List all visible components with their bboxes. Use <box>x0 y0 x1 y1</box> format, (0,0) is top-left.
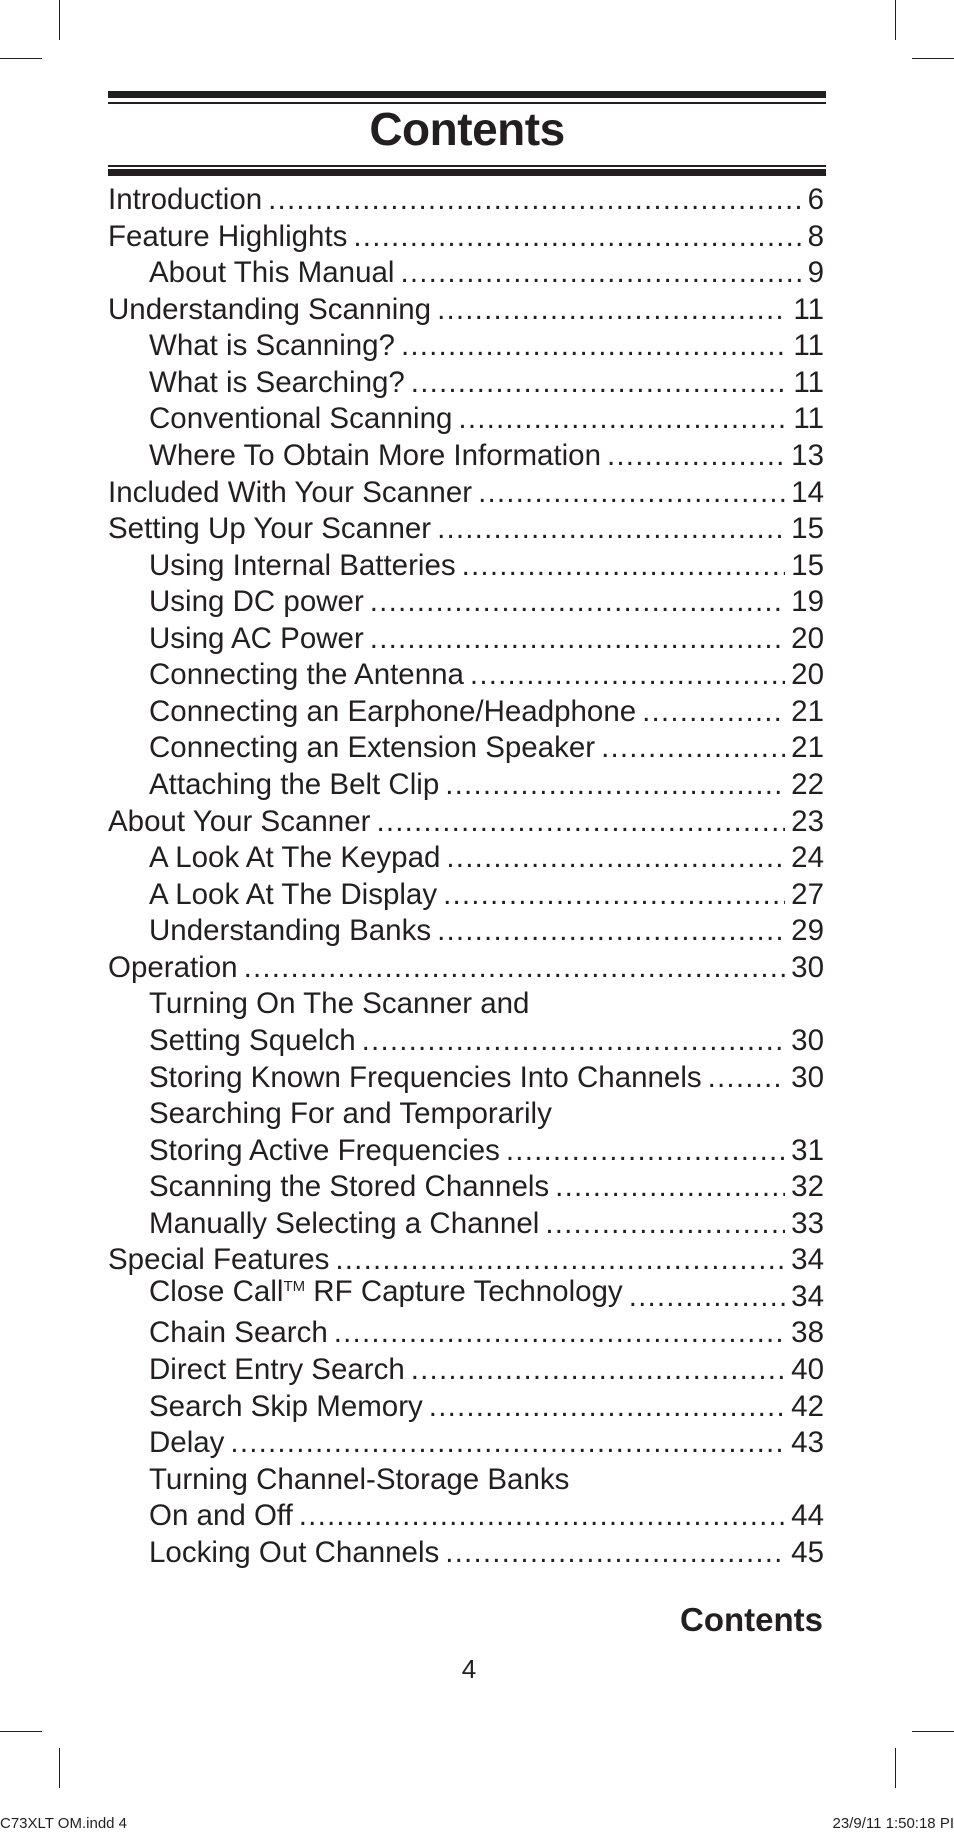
toc-entry-label: Conventional Scanning <box>149 402 453 436</box>
toc-page-number: 29 <box>791 914 824 948</box>
toc-entry-label: Storing Active Frequencies <box>149 1133 500 1167</box>
toc-subentry[interactable] <box>108 1274 824 1316</box>
toc-page-number: 20 <box>791 621 824 655</box>
footer-heading: Contents <box>680 1601 823 1638</box>
toc-subentry[interactable] <box>108 694 824 731</box>
toc-page-number: 24 <box>791 841 824 875</box>
toc-subentry[interactable] <box>108 584 824 621</box>
toc-subentry[interactable] <box>108 1462 824 1499</box>
toc-entry-label: Storing Known Frequencies Into Channels <box>149 1060 702 1094</box>
toc-subentry[interactable] <box>108 328 824 365</box>
toc-page-number: 30 <box>791 1060 824 1094</box>
toc-entry[interactable] <box>108 950 824 987</box>
toc-entry-label: Delay <box>149 1426 225 1460</box>
toc-dot-leader <box>458 401 787 438</box>
toc-entry-label: Understanding Scanning <box>108 292 432 326</box>
toc-dot-leader <box>268 182 801 219</box>
toc-entry-label: Connecting an Earphone/Headphone <box>149 694 637 728</box>
toc-subentry[interactable] <box>108 1352 824 1389</box>
toc-page-number: 9 <box>807 256 824 290</box>
toc-page-number: 44 <box>791 1499 824 1533</box>
toc-subentry[interactable] <box>108 1389 824 1426</box>
toc-subentry[interactable] <box>108 548 824 585</box>
toc-entry-label: Search Skip Memory <box>149 1389 423 1423</box>
toc-page-number: 23 <box>791 804 824 838</box>
toc-entry-label: Included With Your Scanner <box>108 475 473 509</box>
toc-dot-leader <box>376 804 785 841</box>
toc-dot-leader <box>370 584 785 621</box>
toc-dot-leader <box>411 1352 785 1389</box>
toc-subentry[interactable] <box>108 255 824 292</box>
toc-page-number: 13 <box>791 438 824 472</box>
toc-page-number: 11 <box>793 329 824 363</box>
toc-page-number: 30 <box>791 1023 824 1057</box>
toc-entry-label: Searching For and Temporarily <box>149 1097 552 1131</box>
toc-subentry[interactable] <box>108 730 824 767</box>
toc-entry-label: Special Features <box>108 1243 330 1277</box>
title-rule-bottom-thick <box>108 169 826 176</box>
toc-dot-leader <box>401 328 787 365</box>
toc-entry[interactable] <box>108 511 824 548</box>
toc-entry-label: A Look At The Display <box>149 877 438 911</box>
toc-page-number: 8 <box>807 219 824 253</box>
toc-dot-leader <box>446 840 785 877</box>
toc-subentry[interactable] <box>108 401 824 438</box>
toc-subentry[interactable] <box>108 986 824 1023</box>
toc-page-number: 30 <box>791 950 824 984</box>
toc-subentry[interactable] <box>108 840 824 877</box>
toc-dot-leader <box>362 1023 786 1060</box>
toc-dot-leader <box>411 365 788 402</box>
crop-mark-top-right-vertical <box>895 0 896 40</box>
toc-entry-label: A Look At The Keypad <box>149 841 441 875</box>
toc-page-number: 15 <box>791 512 824 546</box>
toc-subentry[interactable] <box>108 438 824 475</box>
toc-dot-leader <box>437 913 785 950</box>
toc-page-number: 34 <box>791 1243 824 1277</box>
toc-entry-label: Manually Selecting a Channel <box>149 1206 540 1240</box>
toc-entry-label: About Your Scanner <box>108 804 371 838</box>
toc-entry-label: Connecting an Extension Speaker <box>149 731 596 765</box>
toc-entry[interactable] <box>108 182 824 219</box>
toc-entry-label: Turning On The Scanner and <box>149 987 530 1021</box>
toc-entry-label: Setting Up Your Scanner <box>108 512 432 546</box>
table-of-contents <box>108 182 824 1571</box>
toc-dot-leader <box>462 548 786 585</box>
toc-page-number: 21 <box>791 694 824 728</box>
toc-page-number: 31 <box>791 1133 824 1167</box>
toc-dot-leader <box>437 511 785 548</box>
trademark-mark: TM <box>283 1277 306 1295</box>
toc-page-number: 32 <box>791 1170 824 1204</box>
toc-entry-label: Attaching the Belt Clip <box>149 768 440 801</box>
toc-entry-label: Where To Obtain More Information <box>149 438 601 472</box>
toc-subentry[interactable] <box>108 657 824 694</box>
toc-entry[interactable] <box>108 219 824 256</box>
toc-page-number: 11 <box>793 292 824 326</box>
toc-subentry[interactable] <box>108 1133 824 1170</box>
toc-subentry[interactable] <box>108 1096 824 1133</box>
toc-dot-leader <box>299 1498 785 1535</box>
toc-dot-leader <box>478 475 785 512</box>
crop-mark-top-left-horizontal <box>0 58 42 59</box>
toc-entry-label: On and Off <box>149 1499 293 1533</box>
toc-entry-label: Turning Channel-Storage Banks <box>149 1462 570 1496</box>
crop-mark-bottom-right-horizontal <box>912 1731 954 1732</box>
toc-dot-leader <box>370 621 785 658</box>
crop-mark-bottom-left-horizontal <box>0 1731 42 1732</box>
toc-dot-leader <box>445 767 785 804</box>
toc-subentry[interactable] <box>108 621 824 658</box>
toc-dot-leader <box>555 1169 785 1206</box>
toc-dot-leader <box>545 1206 785 1243</box>
toc-entry-label: Introduction <box>108 183 263 216</box>
toc-page-number: 38 <box>791 1316 824 1350</box>
toc-entry-label: Setting Squelch <box>149 1023 356 1057</box>
toc-dot-leader <box>470 657 785 694</box>
crop-mark-bottom-right-vertical <box>895 1748 896 1788</box>
toc-subentry[interactable] <box>108 1535 824 1572</box>
toc-subentry[interactable] <box>108 1060 824 1097</box>
toc-subentry[interactable] <box>108 767 824 804</box>
toc-page-number: 20 <box>791 658 824 692</box>
toc-dot-leader <box>244 950 786 987</box>
toc-page-number: 11 <box>793 365 824 399</box>
toc-entry-label: Using Internal Batteries <box>149 548 456 582</box>
toc-page-number: 33 <box>791 1206 824 1240</box>
toc-entry[interactable] <box>108 475 824 512</box>
toc-subentry[interactable] <box>108 1425 824 1462</box>
crop-mark-bottom-left-vertical <box>59 1748 60 1788</box>
page-title: Contents <box>369 103 565 155</box>
toc-page-number: 15 <box>791 548 824 582</box>
toc-page-number: 42 <box>791 1389 824 1423</box>
toc-subentry[interactable] <box>108 877 824 914</box>
toc-page-number: 45 <box>791 1535 824 1569</box>
toc-page-number: 6 <box>807 183 824 216</box>
toc-page-number: 14 <box>791 475 824 509</box>
toc-entry-label: Using DC power <box>149 585 364 619</box>
toc-dot-leader <box>443 877 785 914</box>
toc-page-number: 27 <box>791 877 824 911</box>
toc-dot-leader <box>334 1315 785 1352</box>
toc-entry-label: Scanning the Stored Channels <box>149 1170 550 1204</box>
toc-entry-label: Direct Entry Search <box>149 1353 405 1386</box>
toc-subentry[interactable] <box>108 913 824 950</box>
slug-date-info: 23/9/11 1:50:18 PI <box>832 1815 954 1832</box>
toc-dot-leader <box>601 730 785 767</box>
toc-dot-leader <box>629 1279 785 1316</box>
toc-entry-label: Locking Out Channels <box>149 1535 440 1569</box>
toc-dot-leader <box>353 219 801 256</box>
toc-dot-leader <box>607 438 785 475</box>
toc-entry-label: About This Manual <box>149 256 395 290</box>
toc-subentry[interactable] <box>108 1498 824 1535</box>
toc-dot-leader <box>437 292 787 329</box>
toc-entry-label: Close Call™ RF Capture Technology <box>149 1274 623 1308</box>
toc-dot-leader <box>230 1425 785 1462</box>
slug-file-info: C73XLT OM.indd 4 <box>0 1815 128 1832</box>
toc-page-number: 19 <box>791 585 824 619</box>
toc-dot-leader <box>506 1133 785 1170</box>
toc-page-number: 11 <box>793 402 824 436</box>
title-rule-bottom-thin <box>108 165 826 167</box>
toc-subentry[interactable] <box>108 1169 824 1206</box>
toc-entry-label: Understanding Banks <box>149 914 432 948</box>
toc-subentry[interactable] <box>108 1206 824 1243</box>
toc-subentry[interactable] <box>108 365 824 402</box>
toc-entry-label: Chain Search <box>149 1316 328 1350</box>
crop-mark-top-right-horizontal <box>912 58 954 59</box>
toc-subentry[interactable] <box>108 1315 824 1352</box>
toc-dot-leader <box>708 1060 786 1097</box>
toc-page-number: 43 <box>791 1426 824 1460</box>
toc-entry[interactable] <box>108 292 824 329</box>
crop-mark-top-left-vertical <box>59 0 60 40</box>
toc-dot-leader <box>642 694 785 731</box>
toc-entry-label: Using AC Power <box>149 621 364 655</box>
toc-entry-label: Connecting the Antenna <box>149 658 464 692</box>
toc-entry-label: What is Searching? <box>149 365 405 399</box>
toc-page-number: 22 <box>791 768 824 801</box>
page-number: 4 <box>461 1654 477 1684</box>
toc-dot-leader <box>445 1535 785 1572</box>
toc-page-number: 40 <box>791 1353 824 1386</box>
toc-page-number: 34 <box>791 1279 824 1313</box>
toc-entry-label: Feature Highlights <box>108 219 348 253</box>
title-rule-top-thick <box>108 91 826 98</box>
toc-entry-label: What is Scanning? <box>149 329 395 363</box>
toc-dot-leader <box>429 1389 785 1426</box>
toc-entry[interactable] <box>108 804 824 841</box>
toc-page-number: 21 <box>791 731 824 765</box>
toc-dot-leader <box>400 255 801 292</box>
toc-entry-label: Operation <box>108 950 238 984</box>
toc-subentry[interactable] <box>108 1023 824 1060</box>
